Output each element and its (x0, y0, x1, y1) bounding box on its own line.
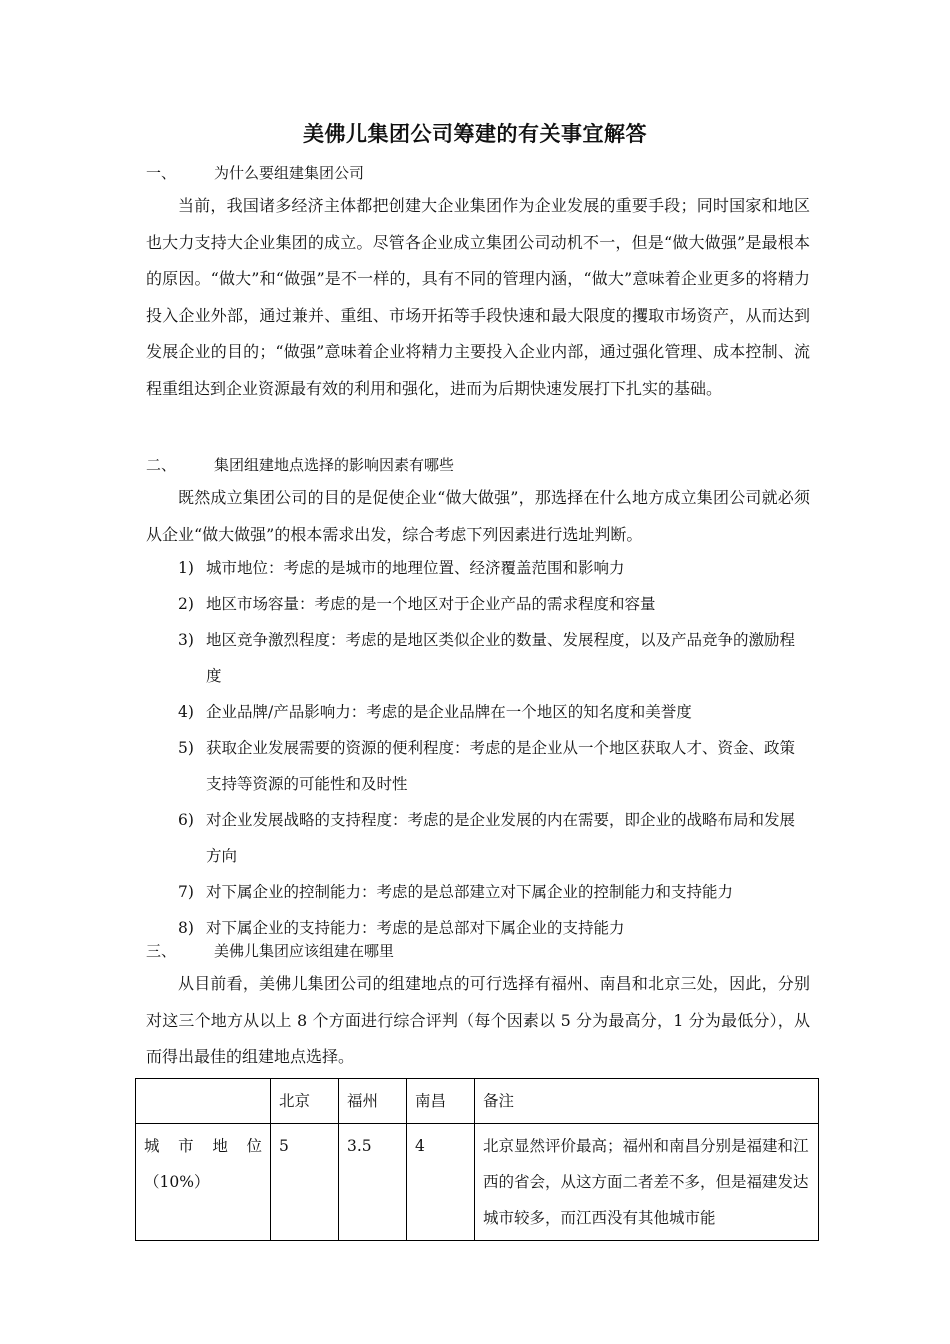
table-row (136, 1124, 819, 1241)
score-fuzhou: 3.5 (339, 1124, 407, 1241)
table-header-cell (136, 1079, 271, 1124)
section-heading-text: 为什么要组建集团公司 (214, 164, 365, 182)
table-header-row (136, 1079, 819, 1124)
list-item: 5) 获取企业发展需要的资源的便利程度：考虑的是企业从一个地区获取人才、资金、政策支持等资源的可能性和及时性 (178, 739, 796, 793)
section-number: 一、 (146, 164, 177, 182)
factor-name: 城 市 地 位 (144, 1137, 262, 1155)
list-item: 8) 对下属企业的支持能力：考虑的是总部对下属企业的支持能力 (178, 919, 625, 937)
score-nanchang: 4 (407, 1124, 475, 1241)
list-item: 4) 企业品牌/产品影响力：考虑的是企业品牌在一个地区的知名度和美誉度 (178, 703, 692, 721)
section-body-2: 既然成立集团公司的目的是促使企业“做大做强”，那选择在什么地方成立集团公司就必须从企业“做大做强”的根本需求出发，综合考虑下列因素进行选址判断。 (146, 488, 810, 544)
list-item: 6) 对企业发展战略的支持程度：考虑的是企业发展的内在需要，即企业的战略布局和发展方向 (178, 811, 796, 865)
table-header-cell: 北京 (271, 1079, 339, 1124)
note-cell: 北京显然评价最高；福州和南昌分别是福建和江西的省会，从这方面二者差不多，但是福建发达城市较多，而江西没有其他城市能 (475, 1124, 819, 1241)
score-beijing: 5 (271, 1124, 339, 1241)
table-header-cell: 福州 (339, 1079, 407, 1124)
list-item: 7) 对下属企业的控制能力：考虑的是总部建立对下属企业的控制能力和支持能力 (178, 883, 734, 901)
section-number: 三、 (146, 942, 177, 960)
table-header-cell: 备注 (475, 1079, 819, 1124)
section-heading-text: 美佛儿集团应该组建在哪里 (214, 942, 395, 960)
factor-weight: （10%） (144, 1173, 210, 1191)
section-heading-1 (146, 162, 364, 183)
list-item: 1) 城市地位：考虑的是城市的地理位置、经济覆盖范围和影响力 (178, 559, 625, 577)
factor-cell (136, 1124, 271, 1241)
list-item: 3) 地区竞争激烈程度：考虑的是地区类似企业的数量、发展程度，以及产品竞争的激励程度 (178, 631, 796, 685)
scoring-table (135, 1078, 819, 1241)
section-heading-2 (146, 454, 454, 475)
table-header-cell: 南昌 (407, 1079, 475, 1124)
section-heading-3 (146, 940, 394, 961)
list-item: 2) 地区市场容量：考虑的是一个地区对于企业产品的需求程度和容量 (178, 595, 656, 613)
section-body-3: 从目前看，美佛儿集团公司的组建地点的可行选择有福州、南昌和北京三处，因此，分别对这三个地方从以上 8 个方面进行综合评判（每个因素以 5 分为最高分，1 分为最低分），从而得出最佳的组建地点选择。 (146, 974, 810, 1066)
section-heading-text: 集团组建地点选择的影响因素有哪些 (214, 456, 455, 474)
section-number: 二、 (146, 456, 177, 474)
document-title: 美佛儿集团公司筹建的有关事宜解答 (303, 121, 647, 146)
section-body-1: 当前，我国诸多经济主体都把创建大企业集团作为企业发展的重要手段；同时国家和地区也大力支持大企业集团的成立。尽管各企业成立集团公司动机不一，但是“做大做强”是最根本的原因。“做大”和“做强”是不一样的，具有不同的管理内涵，“做大”意味着企业更多的将精力投入企业外部，通过兼并、重组、市场开拓等手段快速和最大限度的攫取市场资产，从而达到发展企业的目的；“做强”意味着企业将精力主要投入企业内部，通过强化管理、成本控制、流程重组达到企业资源最有效的利用和强化，进而为后期快速发展打下扎实的基础。 (146, 196, 810, 398)
factor-list (146, 550, 810, 946)
